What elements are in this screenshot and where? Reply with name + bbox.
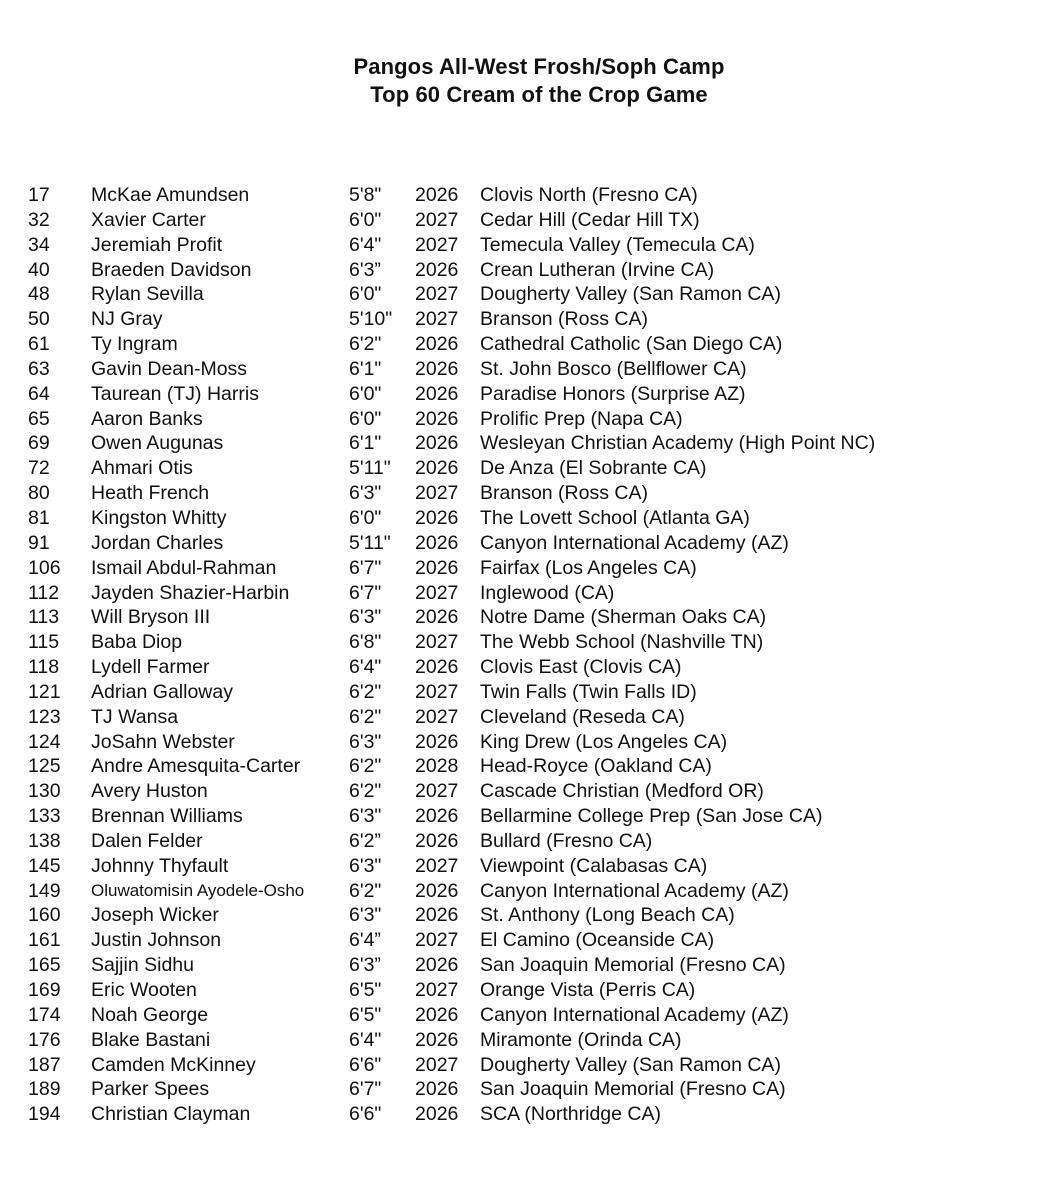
player-name: Sajjin Sidhu [91, 954, 194, 977]
player-name: Dalen Felder [91, 829, 203, 852]
player-name: Blake Bastani [91, 1028, 211, 1051]
player-school: Prolific Prep (Napa CA) [480, 407, 683, 430]
player-number: 48 [28, 283, 50, 306]
player-school: Twin Falls (Twin Falls ID) [480, 680, 697, 703]
player-height: 5'11" [349, 457, 391, 480]
player-name: NJ Gray [91, 308, 163, 331]
player-name: TJ Wansa [91, 705, 179, 728]
player-height: 6'3" [349, 904, 382, 927]
player-height: 5'11" [349, 531, 391, 554]
player-row [28, 1003, 1038, 1028]
player-height: 6'3” [349, 258, 381, 281]
player-school: San Joaquin Memorial (Fresno CA) [480, 954, 786, 977]
player-row [28, 1102, 1038, 1127]
player-name: Adrian Galloway [91, 680, 233, 703]
player-height: 6'3” [349, 954, 381, 977]
player-height: 6'2" [349, 680, 382, 703]
player-school: Wesleyan Christian Academy (High Point NC) [480, 432, 876, 455]
player-number: 113 [28, 606, 60, 629]
player-class-year: 2027 [415, 705, 459, 728]
player-height: 6'7" [349, 1078, 382, 1101]
player-class-year: 2027 [415, 482, 459, 505]
player-name: Christian Clayman [91, 1103, 251, 1126]
player-number: 115 [28, 631, 60, 654]
player-row [28, 481, 1038, 506]
player-name: Aaron Banks [91, 407, 203, 430]
player-school: Crean Lutheran (Irvine CA) [480, 258, 715, 281]
player-height: 6'3" [349, 730, 382, 753]
player-row [28, 903, 1038, 928]
player-class-year: 2027 [415, 780, 459, 803]
player-number: 32 [28, 208, 50, 231]
player-row [28, 730, 1038, 755]
player-school: Canyon International Academy (AZ) [480, 879, 789, 902]
player-height: 6'2” [349, 829, 381, 852]
player-row [28, 605, 1038, 630]
player-school: Canyon International Academy (AZ) [480, 531, 789, 554]
player-class-year: 2026 [415, 432, 459, 455]
player-name: Ismail Abdul-Rahman [91, 556, 277, 579]
player-row [28, 953, 1038, 978]
player-height: 6'2" [349, 705, 382, 728]
player-name: Kingston Whitty [91, 506, 227, 529]
player-name: Camden McKinney [91, 1053, 256, 1076]
player-row [28, 1028, 1038, 1053]
player-school: Miramonte (Orinda CA) [480, 1028, 682, 1051]
player-class-year: 2027 [415, 854, 459, 877]
player-height: 6'6" [349, 1103, 382, 1126]
player-height: 6'2" [349, 755, 382, 778]
player-school: Branson (Ross CA) [480, 308, 648, 331]
player-name: Ahmari Otis [91, 457, 193, 480]
player-name: Baba Diop [91, 631, 183, 654]
player-number: 69 [28, 432, 50, 455]
player-name: JoSahn Webster [91, 730, 235, 753]
player-class-year: 2027 [415, 680, 459, 703]
player-name: Oluwatomisin Ayodele-Osho [91, 880, 305, 900]
player-class-year: 2026 [415, 407, 459, 430]
player-class-year: 2026 [415, 184, 459, 206]
player-name: Will Bryson III [91, 606, 211, 629]
player-class-year: 2027 [415, 979, 459, 1001]
player-class-year: 2026 [415, 1078, 459, 1101]
player-school: Dougherty Valley (San Ramon CA) [480, 283, 781, 306]
player-name: Jordan Charles [91, 531, 224, 554]
player-number: 118 [28, 656, 60, 679]
player-height: 5'10" [349, 308, 393, 331]
player-height: 5'8" [349, 184, 382, 206]
player-height: 6'1" [349, 357, 382, 380]
player-class-year: 2026 [415, 829, 459, 852]
player-class-year: 2026 [415, 879, 459, 902]
player-name: Xavier Carter [91, 208, 206, 231]
player-row [28, 630, 1038, 655]
player-number: 174 [28, 1003, 61, 1026]
player-number: 145 [28, 854, 61, 877]
player-height: 6'4” [349, 929, 381, 952]
player-number: 81 [28, 506, 50, 529]
player-row [28, 307, 1038, 332]
player-row [28, 705, 1038, 730]
player-class-year: 2026 [415, 556, 459, 579]
player-height: 6'6" [349, 1053, 382, 1076]
player-height: 6'7" [349, 556, 382, 579]
player-school: Dougherty Valley (San Ramon CA) [480, 1053, 781, 1076]
player-school: Inglewood (CA) [480, 581, 615, 604]
player-class-year: 2026 [415, 606, 459, 629]
player-name: Brennan Williams [91, 805, 243, 828]
player-name: Noah George [91, 1003, 209, 1026]
player-school: Paradise Honors (Surprise AZ) [480, 382, 746, 405]
player-school: Viewpoint (Calabasas CA) [480, 854, 708, 877]
player-number: 17 [28, 184, 50, 206]
player-number: 149 [28, 879, 61, 902]
player-school: St. John Bosco (Bellflower CA) [480, 357, 747, 380]
player-class-year: 2026 [415, 904, 459, 927]
player-name: Taurean (TJ) Harris [91, 382, 259, 405]
player-school: Orange Vista (Perris CA) [480, 979, 696, 1001]
player-class-year: 2026 [415, 1003, 459, 1026]
player-school: The Lovett School (Atlanta GA) [480, 506, 750, 529]
player-height: 6'3" [349, 606, 382, 629]
player-row [28, 332, 1038, 357]
player-height: 6'4" [349, 656, 382, 679]
player-number: 61 [28, 333, 50, 356]
player-number: 161 [28, 929, 61, 952]
player-class-year: 2026 [415, 457, 459, 480]
player-name: Heath French [91, 482, 210, 505]
player-class-year: 2026 [415, 1103, 459, 1126]
player-row [28, 407, 1038, 432]
player-school: Cathedral Catholic (San Diego CA) [480, 333, 783, 356]
player-name: Gavin Dean-Moss [91, 357, 248, 380]
player-number: 124 [28, 730, 61, 753]
player-row [28, 978, 1038, 1003]
player-row [28, 879, 1038, 904]
player-number: 64 [28, 382, 50, 405]
player-name: Johnny Thyfault [91, 854, 229, 877]
player-school: El Camino (Oceanside CA) [480, 929, 715, 952]
player-number: 194 [28, 1103, 61, 1126]
player-row [28, 258, 1038, 283]
player-row [28, 779, 1038, 804]
player-school: Fairfax (Los Angeles CA) [480, 556, 697, 579]
player-name: Andre Amesquita-Carter [91, 755, 301, 778]
player-number: 176 [28, 1028, 61, 1051]
player-row [28, 804, 1038, 829]
player-name: Avery Huston [91, 780, 208, 803]
player-height: 6'1" [349, 432, 382, 455]
player-row [28, 556, 1038, 581]
player-row [28, 1077, 1038, 1102]
player-class-year: 2026 [415, 954, 459, 977]
player-name: Rylan Sevilla [91, 283, 204, 306]
player-row [28, 233, 1038, 258]
player-school: San Joaquin Memorial (Fresno CA) [480, 1078, 786, 1101]
player-number: 138 [28, 829, 61, 852]
player-row [28, 431, 1038, 456]
player-school: De Anza (El Sobrante CA) [480, 457, 707, 480]
player-row [28, 655, 1038, 680]
player-height: 6'2" [349, 780, 382, 803]
player-number: 106 [28, 556, 61, 579]
player-class-year: 2026 [415, 506, 459, 529]
player-class-year: 2027 [415, 929, 459, 952]
player-number: 130 [28, 780, 61, 803]
player-height: 6'3" [349, 482, 382, 505]
player-name: Joseph Wicker [91, 904, 219, 927]
player-height: 6'0" [349, 506, 382, 529]
player-school: Cedar Hill (Cedar Hill TX) [480, 208, 700, 231]
player-class-year: 2027 [415, 283, 459, 306]
player-number: 187 [28, 1053, 61, 1076]
player-number: 72 [28, 457, 50, 480]
player-class-year: 2026 [415, 258, 459, 281]
player-class-year: 2027 [415, 631, 459, 654]
player-height: 6'4" [349, 233, 382, 256]
player-number: 50 [28, 308, 50, 331]
player-height: 6'5" [349, 1003, 382, 1026]
player-number: 133 [28, 805, 61, 828]
player-school: The Webb School (Nashville TN) [480, 631, 764, 654]
player-number: 65 [28, 407, 50, 430]
player-height: 6'3" [349, 854, 382, 877]
player-name: Parker Spees [91, 1078, 210, 1101]
player-height: 6'7" [349, 581, 382, 604]
player-roster [28, 183, 1038, 1127]
player-height: 6'4" [349, 1028, 382, 1051]
player-name: Justin Johnson [91, 929, 222, 952]
player-row [28, 581, 1038, 606]
player-class-year: 2026 [415, 730, 459, 753]
player-class-year: 2027 [415, 1053, 459, 1076]
player-height: 6'2" [349, 333, 382, 356]
player-school: Head-Royce (Oakland CA) [480, 755, 712, 778]
player-height: 6'8" [349, 631, 382, 654]
player-number: 80 [28, 482, 50, 505]
player-height: 6'2" [349, 879, 382, 902]
player-row [28, 183, 1038, 208]
player-name: Eric Wooten [91, 979, 197, 1001]
player-school: Temecula Valley (Temecula CA) [480, 233, 755, 256]
player-number: 34 [28, 233, 50, 256]
player-class-year: 2026 [415, 357, 459, 380]
player-class-year: 2026 [415, 382, 459, 405]
player-class-year: 2026 [415, 531, 459, 554]
player-height: 6'5" [349, 979, 382, 1001]
player-class-year: 2028 [415, 755, 459, 778]
player-number: 169 [28, 979, 61, 1001]
player-number: 40 [28, 258, 50, 281]
player-name: Lydell Farmer [91, 656, 210, 679]
player-class-year: 2027 [415, 233, 459, 256]
player-school: Clovis East (Clovis CA) [480, 656, 682, 679]
player-row [28, 680, 1038, 705]
player-number: 189 [28, 1078, 61, 1101]
player-number: 165 [28, 954, 61, 977]
player-school: King Drew (Los Angeles CA) [480, 730, 728, 753]
player-height: 6'0" [349, 407, 382, 430]
player-height: 6'0" [349, 208, 382, 231]
player-class-year: 2027 [415, 208, 459, 231]
player-school: St. Anthony (Long Beach CA) [480, 904, 735, 927]
player-row [28, 829, 1038, 854]
player-number: 125 [28, 755, 61, 778]
player-row [28, 854, 1038, 879]
player-school: Cascade Christian (Medford OR) [480, 780, 764, 803]
player-row [28, 754, 1038, 779]
player-height: 6'0" [349, 283, 382, 306]
player-row [28, 282, 1038, 307]
player-school: SCA (Northridge CA) [480, 1103, 661, 1126]
player-name: Jayden Shazier-Harbin [91, 581, 290, 604]
player-row [28, 382, 1038, 407]
player-class-year: 2026 [415, 656, 459, 679]
player-class-year: 2026 [415, 333, 459, 356]
player-number: 91 [28, 531, 50, 554]
player-name: Braeden Davidson [91, 258, 252, 281]
player-row [28, 928, 1038, 953]
player-number: 112 [28, 581, 60, 604]
player-class-year: 2026 [415, 1028, 459, 1051]
player-row [28, 531, 1038, 556]
player-number: 121 [28, 680, 61, 703]
player-class-year: 2027 [415, 308, 459, 331]
player-row [28, 208, 1038, 233]
player-school: Notre Dame (Sherman Oaks CA) [480, 606, 767, 629]
title-line-1: Pangos All-West Frosh/Soph Camp [353, 54, 725, 79]
player-row [28, 506, 1038, 531]
player-height: 6'3" [349, 805, 382, 828]
player-height: 6'0" [349, 382, 382, 405]
player-school: Bellarmine College Prep (San Jose CA) [480, 805, 823, 828]
player-number: 123 [28, 705, 61, 728]
player-class-year: 2026 [415, 805, 459, 828]
player-school: Clovis North (Fresno CA) [480, 184, 698, 206]
player-name: Jeremiah Profit [91, 233, 223, 256]
player-row [28, 456, 1038, 481]
player-school: Canyon International Academy (AZ) [480, 1003, 789, 1026]
document-title [0, 53, 1050, 109]
player-name: McKae Amundsen [91, 184, 250, 206]
player-name: Owen Augunas [91, 432, 224, 455]
player-name: Ty Ingram [91, 333, 178, 356]
player-class-year: 2027 [415, 581, 459, 604]
player-row [28, 1053, 1038, 1078]
player-row [28, 357, 1038, 382]
player-school: Bullard (Fresno CA) [480, 829, 653, 852]
player-number: 160 [28, 904, 61, 927]
player-school: Cleveland (Reseda CA) [480, 705, 685, 728]
player-school: Branson (Ross CA) [480, 482, 648, 505]
title-line-2: Top 60 Cream of the Crop Game [370, 82, 708, 107]
player-number: 63 [28, 357, 50, 380]
